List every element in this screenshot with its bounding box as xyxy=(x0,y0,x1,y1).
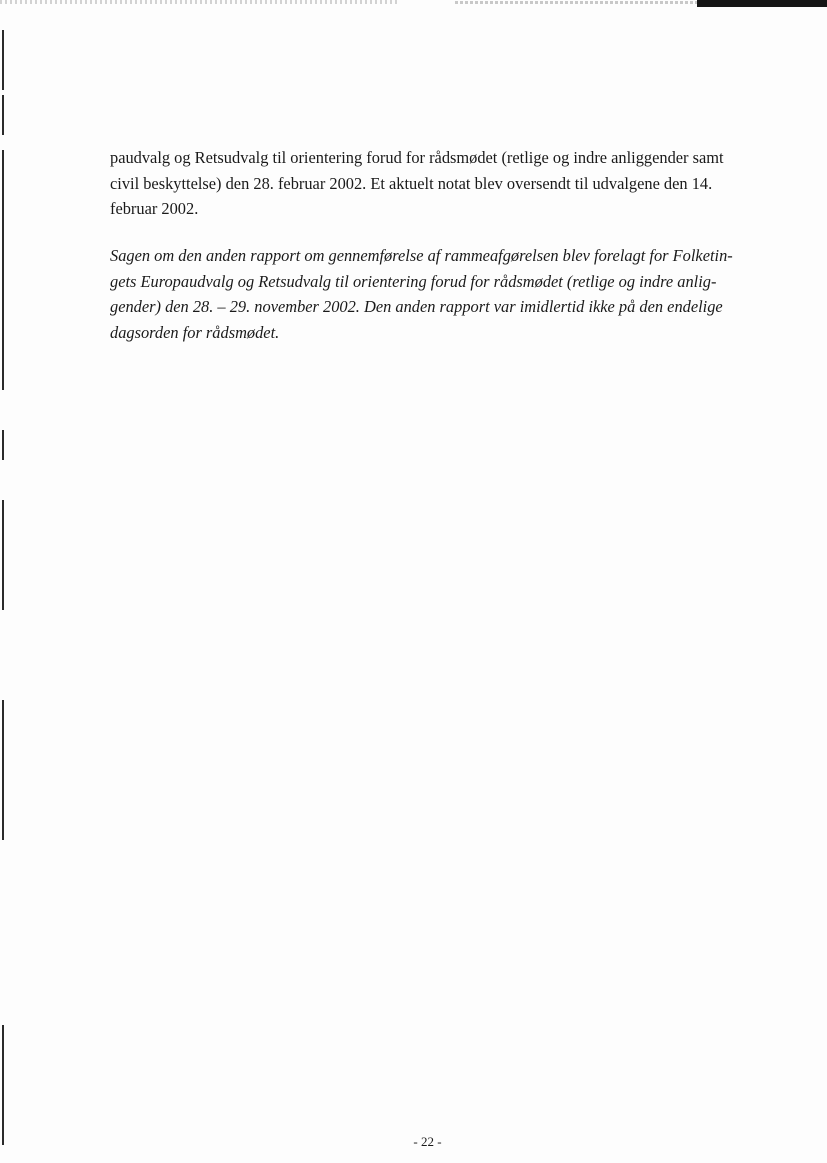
paragraph-line: paudvalg og Retsudvalg til orientering forud for rådsmødet (retlige og indre anliggender samt xyxy=(110,148,724,167)
paragraph-line: gender) den 28. – 29. november 2002. Den anden rapport var imidlertid ikke på den endelige xyxy=(110,297,723,316)
body-paragraph-1 xyxy=(110,145,750,222)
paragraph-line: gets Europaudvalg og Retsudvalg til orientering forud for rådsmødet (retlige og indre anlig- xyxy=(110,271,717,291)
page-number: - 22 - xyxy=(413,1134,442,1149)
paragraph-line: Sagen om den anden rapport om gennemførelse af rammeafgørelsen blev forelagt for Folketin- xyxy=(110,246,733,265)
paragraph-line: februar 2002. xyxy=(110,199,199,218)
paragraph-line: dagsorden for rådsmødet. xyxy=(110,322,280,342)
scan-artifact-left-edge xyxy=(2,0,4,1163)
scan-artifact-top-right xyxy=(455,0,827,6)
body-paragraph-2-italic xyxy=(110,243,750,345)
scan-artifact-top-left xyxy=(0,0,400,4)
paragraph-line: civil beskyttelse) den 28. februar 2002. Et aktuelt notat blev oversendt til udvalgene den 14. xyxy=(110,173,713,193)
